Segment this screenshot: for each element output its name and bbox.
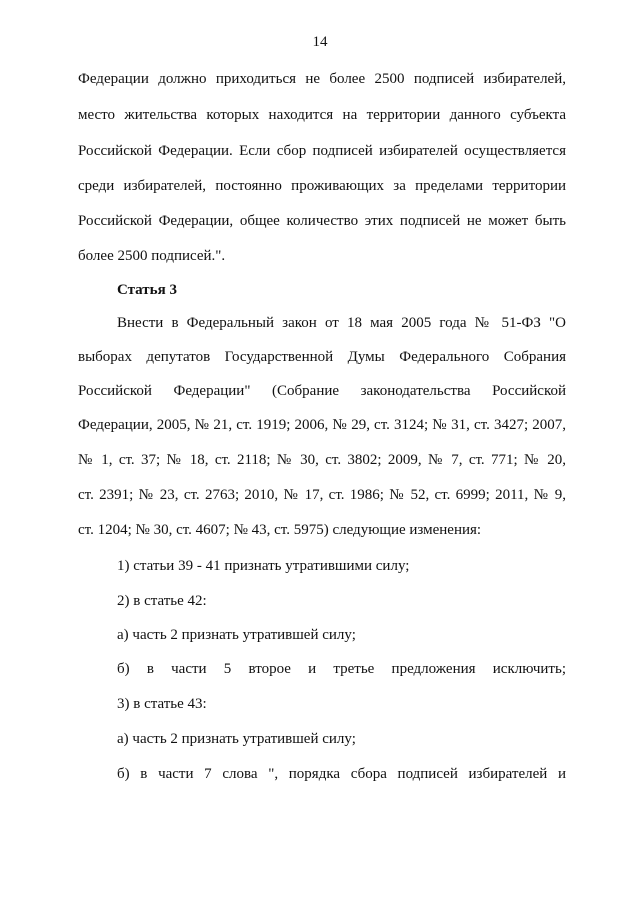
text-line: среди избирателей, постоянно проживающих за пределами территории xyxy=(78,178,566,194)
text-line: Федерации, 2005, № 21, ст. 1919; 2006, № 29, ст. 3124; № 31, ст. 3427; 2007, xyxy=(78,417,566,433)
list-item: б) в части 5 второе и третье предложения исключить; xyxy=(117,661,566,677)
text-line: Российской Федерации" (Собрание законодательства Российской xyxy=(78,383,566,399)
list-item: 1) статьи 39 - 41 признать утратившими силу; xyxy=(117,558,410,574)
text-line: Российской Федерации. Если сбор подписей избирателей осуществляется xyxy=(78,143,566,159)
page-number: 14 xyxy=(312,34,328,50)
text-line: Внести в Федеральный закон от 18 мая 2005 года № 51-ФЗ "О xyxy=(117,315,566,331)
list-item: а) часть 2 признать утратившей силу; xyxy=(117,731,356,747)
list-item: 3) в статье 43: xyxy=(117,696,207,712)
text-line: ст. 2391; № 23, ст. 2763; 2010, № 17, ст. 1986; № 52, ст. 6999; 2011, № 9, xyxy=(78,487,566,503)
list-item: а) часть 2 признать утратившей силу; xyxy=(117,627,356,643)
article-heading: Статья 3 xyxy=(117,282,177,298)
text-line: № 1, ст. 37; № 18, ст. 2118; № 30, ст. 3802; 2009, № 7, ст. 771; № 20, xyxy=(78,452,566,468)
text-line: ст. 1204; № 30, ст. 4607; № 43, ст. 5975) следующие изменения: xyxy=(78,522,482,538)
text-line: более 2500 подписей.". xyxy=(78,248,226,264)
text-line: Российской Федерации, общее количество этих подписей не может быть xyxy=(78,213,566,229)
text-line: выборах депутатов Государственной Думы Федерального Собрания xyxy=(78,349,566,365)
text-line: Федерации должно приходиться не более 2500 подписей избирателей, xyxy=(78,71,566,87)
list-item: 2) в статье 42: xyxy=(117,593,207,609)
text-line: место жительства которых находится на территории данного субъекта xyxy=(78,107,566,123)
list-item: б) в части 7 слова ", порядка сбора подписей избирателей и xyxy=(117,766,566,782)
